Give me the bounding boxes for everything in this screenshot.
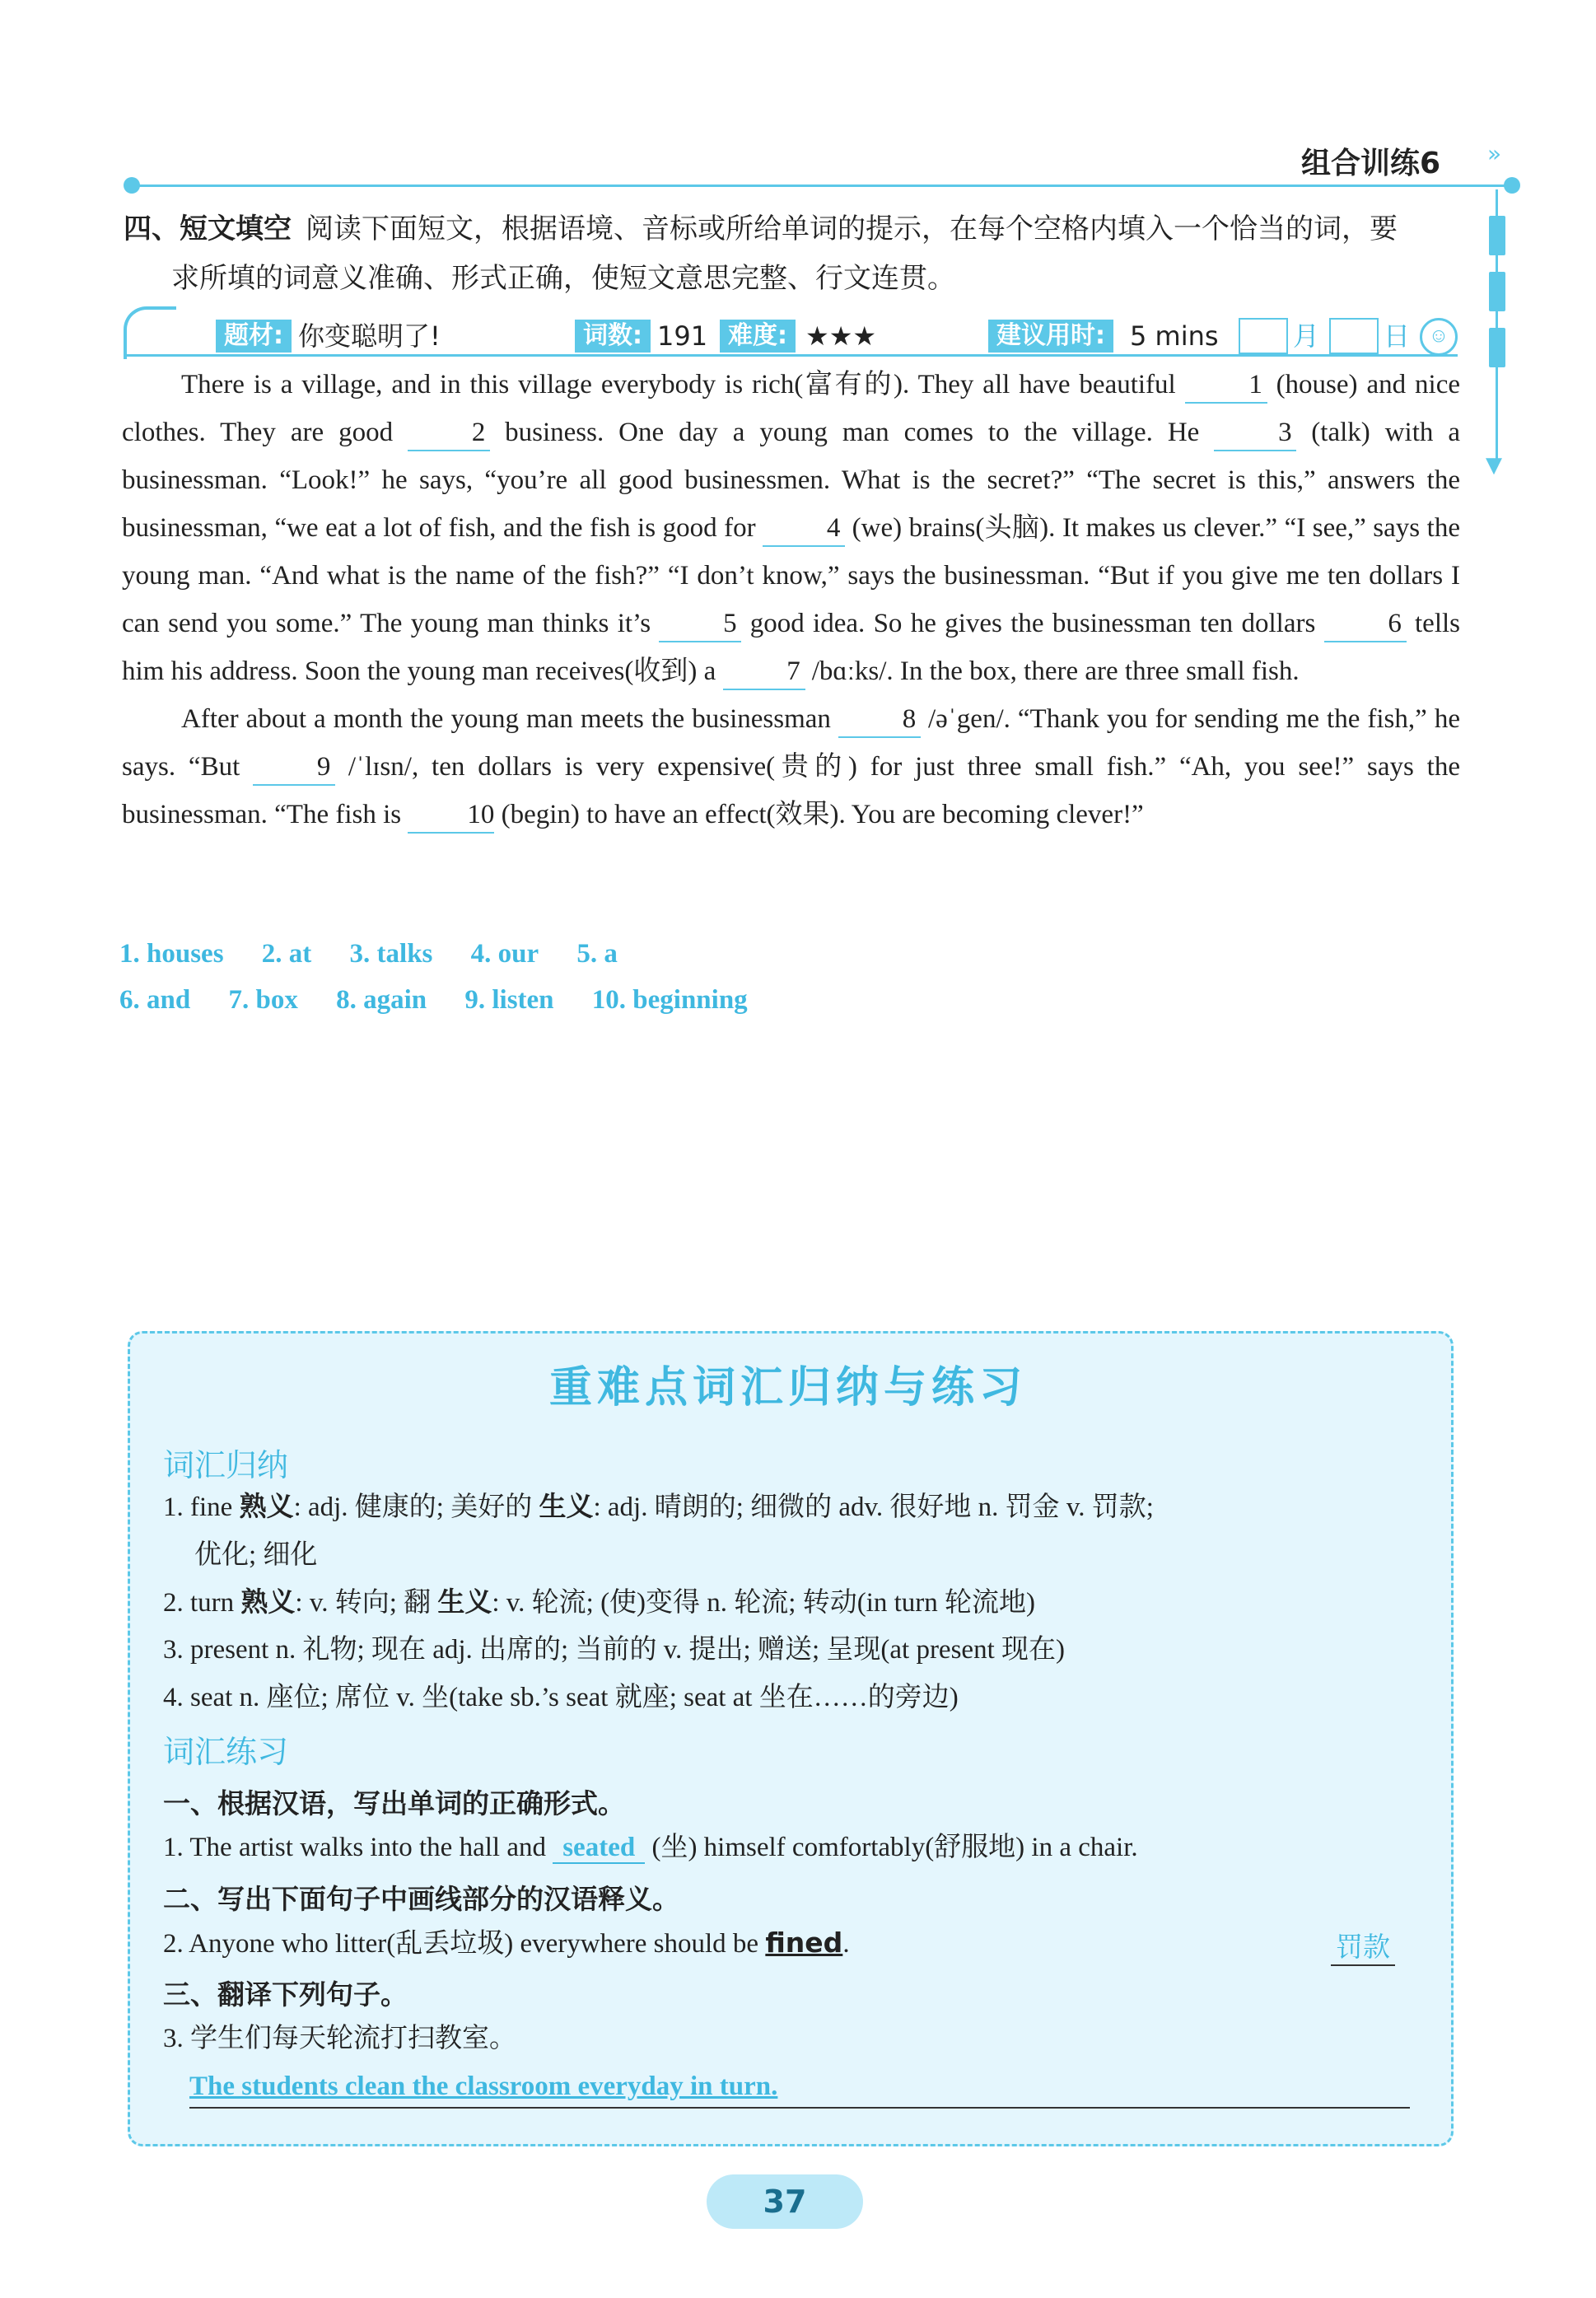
month-box[interactable] bbox=[1239, 318, 1288, 354]
vocab-item: 4. seat n. 座位; 席位 v. 坐(take sb.’s seat 就座; seat at 坐在……的旁边) bbox=[163, 1683, 959, 1712]
answer-item: 4. our bbox=[470, 939, 539, 969]
question-heading: 三、翻译下列句子。 bbox=[163, 1978, 408, 2011]
blank-5[interactable]: 5 bbox=[659, 606, 741, 642]
answer-fill: 罚款 bbox=[1331, 1926, 1395, 1966]
answer-item: 8. again bbox=[336, 985, 427, 1015]
answer-item: 7. box bbox=[228, 985, 298, 1015]
header-rule bbox=[132, 184, 1517, 187]
blank-8[interactable]: 8 bbox=[838, 702, 921, 738]
time-tag: 建议用时: bbox=[988, 320, 1113, 353]
question-heading: 一、根据汉语，写出单词的正确形式。 bbox=[163, 1787, 625, 1819]
question-heading: 二、写出下面句子中画线部分的汉语释义。 bbox=[163, 1883, 679, 1915]
difficulty-stars: ★★★ bbox=[805, 320, 877, 352]
day-label: 日 bbox=[1384, 320, 1411, 352]
arrow-down-icon: ▼ bbox=[1486, 453, 1502, 478]
word-count-value: 191 bbox=[657, 320, 708, 352]
header-dot-left bbox=[124, 177, 140, 194]
page-title: 组合训练6 bbox=[1301, 147, 1441, 180]
answer-row bbox=[119, 985, 779, 1016]
question: 1. The artist walks into the hall and seated (坐) himself comfortably(舒服地) in a chair. bbox=[163, 1833, 1138, 1862]
time-value: 5 mins bbox=[1130, 320, 1219, 352]
month-label: 月 bbox=[1293, 320, 1320, 352]
question: 3. 学生们每天轮流打扫教室。 bbox=[163, 2024, 516, 2053]
blank-6[interactable]: 6 bbox=[1324, 606, 1407, 642]
underlined-word: fined bbox=[765, 1927, 843, 1959]
passage-paragraph: There is a village, and in this village everybody is rich(富有的). They all have beautiful 1 (house) and nice clothes. They are good 2 business. One day a young man comes to the village. He 3 (talk) with a businessman. “Look!” he says, “you’re all good businessmen. What is the secret?” “The secret is this,” answers the businessman, “we eat a lot of fish, and the fish is good for 4 (we) brains(头脑). It makes us clever.” “I see,” says the young man. “And what is the name of the fish?” “I don’t know,” says the businessman. “But if you give me ten dollars I can send you some.” The young man thinks it’s 5 good idea. So he gives the businessman ten dollars 6 tells him his address. Soon the young man receives(收到) a 7 /bɑːks/. In the box, there are three small fish. bbox=[122, 361, 1460, 695]
answer-row bbox=[119, 939, 649, 969]
double-chevron-down-icon: » bbox=[1487, 140, 1502, 167]
smiley-icon: ☺ bbox=[1420, 318, 1458, 356]
passage bbox=[122, 361, 1460, 838]
blank-2[interactable]: 2 bbox=[408, 415, 490, 451]
section-label: 四、短文填空 bbox=[124, 213, 292, 245]
side-tab bbox=[1489, 216, 1505, 255]
instruction-line: 阅读下面短文，根据语境、音标或所给单词的提示，在每个空格内填入一个恰当的词，要 bbox=[306, 214, 1398, 245]
vocab-item: 1. fine 熟义: adj. 健康的; 美好的 生义: adj. 晴朗的; 细微的 adv. 很好地 n. 罚金 v. 罚款; 优化; 细化 bbox=[163, 1490, 1154, 1570]
vocab-title: 重难点词汇归纳与练习 bbox=[548, 1363, 1027, 1413]
answer-item: 9. listen bbox=[464, 985, 554, 1015]
answer-item: 3. talks bbox=[349, 939, 433, 969]
instruction-line: 求所填的词意义准确、形式正确，使短文意思完整、行文连贯。 bbox=[171, 264, 955, 294]
side-tab bbox=[1489, 328, 1505, 367]
vocab-item: 3. present n. 礼物; 现在 adj. 出席的; 当前的 v. 提出; 赠送; 呈现(at present 现在) bbox=[163, 1635, 1065, 1665]
answer-item: 5. a bbox=[576, 939, 618, 969]
answer-item: 2. at bbox=[261, 939, 312, 969]
vocab-practice-heading: 词汇练习 bbox=[163, 1734, 289, 1770]
answer-item: 10. beginning bbox=[591, 985, 748, 1015]
blank-9[interactable]: 9 bbox=[253, 750, 335, 786]
bracket-decoration bbox=[124, 306, 176, 359]
blank-1[interactable]: 1 bbox=[1185, 367, 1267, 404]
vocab-item: 2. turn 熟义: v. 转向; 翻 生义: v. 轮流; (使)变得 n. 轮流; 转动(in turn 轮流地) bbox=[163, 1586, 1036, 1618]
question: 2. Anyone who litter(乱丢垃圾) everywhere should be fined. bbox=[163, 1927, 850, 1959]
blank-10[interactable]: 10 bbox=[408, 797, 494, 834]
exercise-info-bar bbox=[124, 315, 1458, 357]
word-count-tag: 词数: bbox=[575, 320, 651, 353]
difficulty-tag: 难度: bbox=[720, 320, 796, 353]
passage-paragraph: After about a month the young man meets the businessman 8 /əˈgen/. “Thank you for sending me the fish,” he says. “But 9 /ˈlɪsn/, ten dollars is very expensive(贵的) for just three small fish.” “Ah, you see!” says the businessman. “The fish is 10 (begin) to have an effect(效果). You are becoming clever!” bbox=[122, 695, 1460, 838]
header-dot-right bbox=[1504, 177, 1520, 194]
vocab-summary-heading: 词汇归纳 bbox=[163, 1447, 289, 1483]
topic-tag: 题材: bbox=[216, 320, 292, 353]
page-number: 37 bbox=[707, 2174, 863, 2229]
blank-7[interactable]: 7 bbox=[723, 654, 805, 690]
answer-item: 1. houses bbox=[119, 939, 224, 969]
blank-4[interactable]: 4 bbox=[763, 511, 845, 547]
translation-answer: The students clean the classroom everyday in turn. bbox=[189, 2066, 1410, 2109]
answer-item: 6. and bbox=[119, 985, 191, 1015]
answer-fill: seated bbox=[553, 1833, 645, 1864]
side-tab bbox=[1489, 272, 1505, 311]
topic-value: 你变聪明了! bbox=[298, 320, 441, 352]
blank-3[interactable]: 3 bbox=[1214, 415, 1296, 451]
day-box[interactable] bbox=[1329, 318, 1379, 354]
section-instructions bbox=[124, 204, 1466, 304]
